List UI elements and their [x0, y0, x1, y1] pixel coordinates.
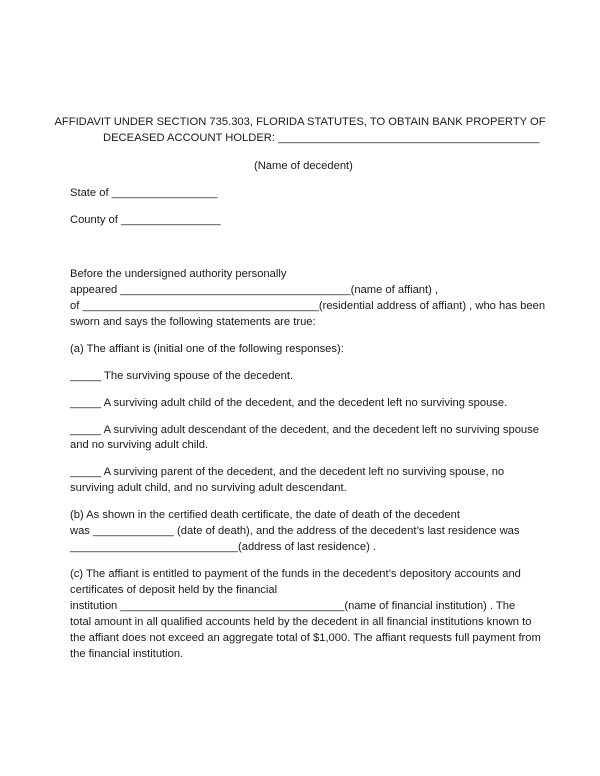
intro-line-3: of ______________________________________(residential address of affiant) , who has been	[70, 300, 546, 312]
section-c-line-1: (c) The affiant is entitled to payment of the funds in the decedent’s depository accounts and	[70, 568, 521, 580]
section-b-line-2: was _____________ (date of death), and the address of the decedent’s last residence was	[70, 525, 520, 537]
section-c-line-2: certificates of deposit held by the financial	[70, 584, 278, 596]
section-a-option-descendant-line-2: and no surviving adult child.	[70, 439, 209, 451]
section-a-option-parent-line-2: surviving adult child, and no surviving adult descendant.	[70, 482, 347, 494]
section-a-option-spouse: _____ The surviving spouse of the decedent.	[70, 370, 294, 382]
document-title-line-2: DECEASED ACCOUNT HOLDER: __________________________________________	[103, 132, 540, 144]
intro-line-4: sworn and says the following statements are true:	[70, 316, 316, 328]
section-a-option-descendant-line-1: _____ A surviving adult descendant of the decedent, and the decedent left no surviving spouse	[70, 424, 539, 436]
section-a-heading: (a) The affiant is (initial one of the following responses):	[70, 343, 344, 355]
intro-line-2: appeared _____________________________________(name of affiant) ,	[70, 284, 439, 296]
section-b-line-1: (b) As shown in the certified death certificate, the date of death of the decedent	[70, 509, 460, 521]
section-a-option-child: _____ A surviving adult child of the decedent, and the decedent left no surviving spouse.	[70, 397, 508, 409]
section-c-line-6: the financial institution.	[70, 648, 184, 660]
section-a-option-parent-line-1: _____ A surviving parent of the decedent, and the decedent left no surviving spouse, no	[70, 466, 505, 478]
decedent-caption: (Name of decedent)	[254, 160, 353, 172]
state-line: State of _________________	[70, 187, 218, 199]
intro-line-1: Before the undersigned authority personally	[70, 268, 287, 280]
document-title-line-1: AFFIDAVIT UNDER SECTION 735.303, FLORIDA STATUTES, TO OBTAIN BANK PROPERTY OF	[54, 116, 546, 128]
section-b-line-3: ___________________________(address of last residence) .	[70, 541, 377, 553]
section-c-line-4: total amount in all qualified accounts held by the decedent in all financial institutions known to	[70, 616, 532, 628]
county-line: County of ________________	[70, 214, 221, 226]
section-c-line-5: the affiant does not exceed an aggregate total of $1,000. The affiant requests full payment from	[70, 632, 541, 644]
section-c-line-3: institution ____________________________________(name of financial institution) . The	[70, 600, 516, 612]
